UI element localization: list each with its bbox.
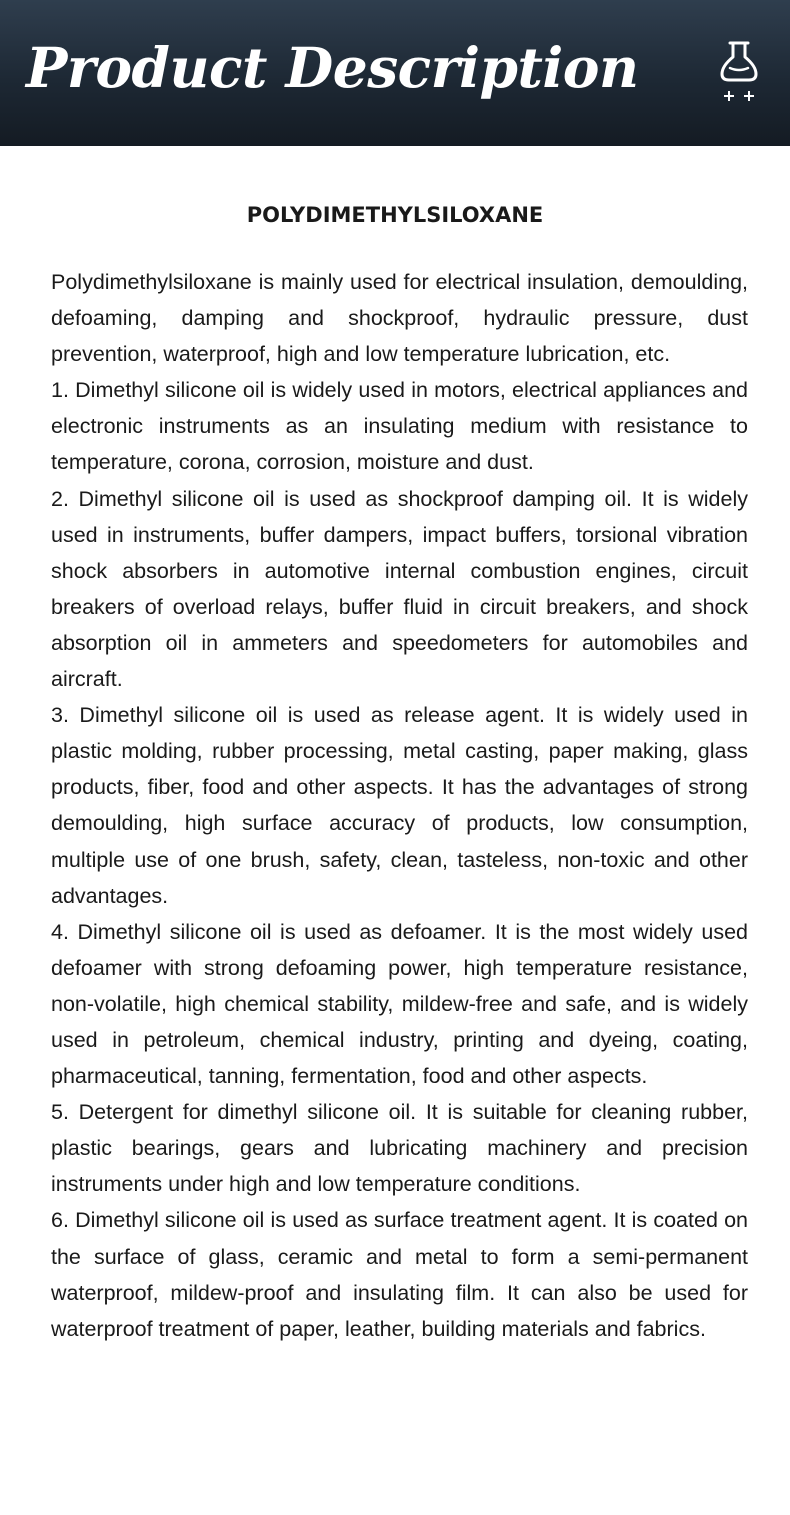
header-banner (0, 0, 790, 146)
use-item-3: 3. Dimethyl silicone oil is used as release agent. It is widely used in plastic molding, rubber processing, metal casting, paper making, glass products, fiber, food and other aspects. It has the advantages of strong demoulding, high surface accuracy of products, low consumption, multiple use of one brush, safety, clean, tasteless, non-toxic and other advantages. (51, 703, 748, 908)
flask-icon (718, 40, 760, 106)
use-item-2: 2. Dimethyl silicone oil is used as shockproof damping oil. It is widely used in instruments, buffer dampers, impact buffers, torsional vibration shock absorbers in automotive internal combustion engines, circuit breakers of overload relays, buffer fluid in circuit breakers, and shock absorption oil in ammeters and speedometers for automobiles and aircraft. (51, 486, 748, 692)
use-item-4: 4. Dimethyl silicone oil is used as defoamer. It is the most widely used defoamer with strong defoaming power, high temperature resistance, non-volatile, high chemical stability, mildew-free and safe, and is widely used in petroleum, chemical industry, printing and dyeing, coating, pharmaceutical, tanning, fermentation, food and other aspects. (51, 919, 748, 1089)
description-body (51, 264, 748, 1347)
use-item-6: 6. Dimethyl silicone oil is used as surface treatment agent. It is coated on the surface of glass, ceramic and metal to form a semi-permanent waterproof, mildew-proof and insulating film. It can also be used for waterproof treatment of paper, leather, building materials and fabrics. (51, 1208, 748, 1341)
use-item-1: 1. Dimethyl silicone oil is widely used in motors, electrical appliances and electronic instruments as an insulating medium with resistance to temperature, corona, corrosion, moisture and dust. (51, 378, 748, 475)
use-item-5: 5. Detergent for dimethyl silicone oil. It is suitable for cleaning rubber, plastic bearings, gears and lubricating machinery and precision instruments under high and low temperature conditions. (51, 1100, 748, 1197)
intro-paragraph: Polydimethylsiloxane is mainly used for electrical insulation, demoulding, defoaming, damping and shockproof, hydraulic pressure, dust prevention, waterproof, high and low temperature lubrication, etc. (51, 270, 748, 367)
section-title: POLYDIMETHYLSILOXANE (246, 203, 544, 227)
page-title: Product Description (26, 35, 639, 100)
